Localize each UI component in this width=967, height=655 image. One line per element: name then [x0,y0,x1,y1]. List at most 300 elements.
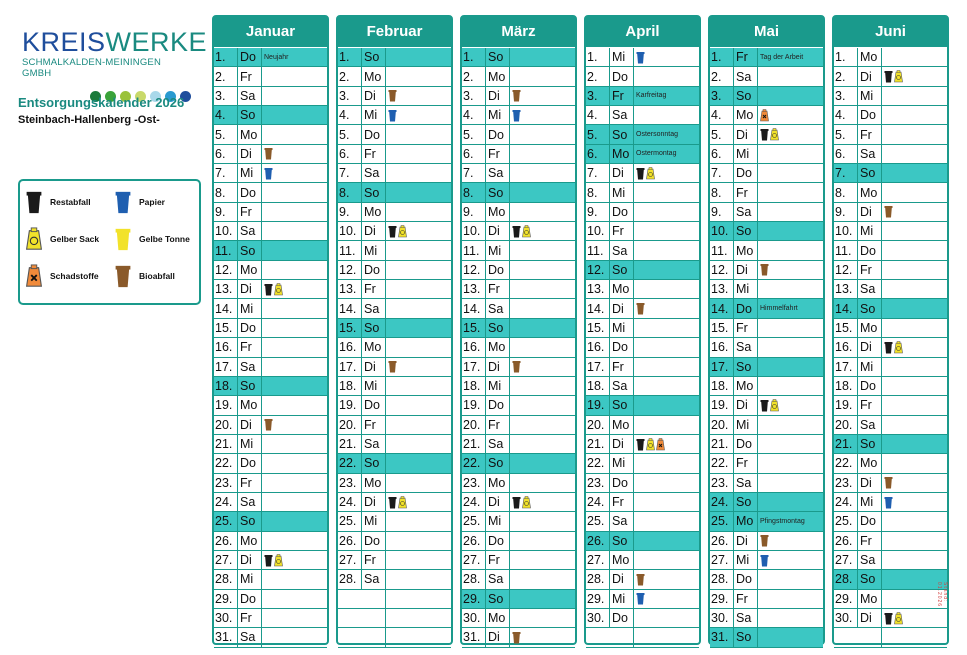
day-number: 11. [339,243,356,258]
day-events [261,435,327,453]
day-row [834,145,947,164]
weekday: So [609,396,633,414]
day-events [509,183,575,201]
day-number: 19. [339,398,357,413]
day-row [710,145,823,164]
black-bin-icon [512,225,522,238]
day-events [881,261,947,279]
day-row [338,628,451,647]
legend-item [24,226,99,252]
day-number: 4. [463,108,474,123]
day-number: 1. [215,50,226,65]
day-number: 18. [711,379,729,394]
day-events [881,609,947,627]
day-events [881,358,947,376]
kreiswerke-logo [22,27,208,102]
day-row [586,261,699,280]
day-number: 23. [587,475,605,490]
brown-bin-icon [388,89,398,102]
day-number: 2. [215,69,226,84]
weekday: Di [361,493,385,511]
day-row [214,570,327,589]
day-events [261,87,327,105]
weekday: Mi [733,416,757,434]
day-number: 12. [587,262,605,277]
day-number: 18. [587,379,605,394]
day-number: 14. [463,301,481,316]
weekday: So [857,164,881,182]
day-events [633,628,699,646]
weekday: So [237,512,261,530]
day-number: 16. [215,340,233,355]
yellow-sack-icon [274,554,284,567]
day-events [385,532,451,550]
day-number: 3. [587,88,598,103]
weekday: Mo [237,396,261,414]
day-number: 14. [587,301,605,316]
day-row [462,358,575,377]
weekday: So [857,299,881,317]
day-row [462,203,575,222]
day-row [710,87,823,106]
day-row [462,377,575,396]
day-events [385,474,451,492]
day-row [586,125,699,144]
weekday: So [485,183,509,201]
day-number: 22. [215,456,233,471]
day-row [462,222,575,241]
blue-bin-icon [636,592,646,605]
weekday: Sa [361,435,385,453]
weekday: Sa [237,87,261,105]
weekday: Do [857,241,881,259]
weekday: Do [733,570,757,588]
day-row [214,48,327,67]
day-number: 24. [587,495,605,510]
weekday: Do [733,435,757,453]
day-events [881,377,947,395]
day-events [261,532,327,550]
day-events [385,48,451,66]
weekday: Di [733,125,757,143]
day-events [385,299,451,317]
day-row [214,222,327,241]
brown-bin-icon [760,534,770,547]
weekday: Sa [485,164,509,182]
day-number: 13. [711,282,729,297]
weekday: Fr [857,261,881,279]
day-events [757,241,823,259]
weekday: Fr [485,416,509,434]
day-number: 10. [835,224,853,239]
day-row [462,261,575,280]
day-events [385,435,451,453]
day-row [586,87,699,106]
day-row [338,609,451,628]
day-events [757,609,823,627]
day-events [881,125,947,143]
weekday: Sa [609,512,633,530]
day-row [214,493,327,512]
day-row [214,203,327,222]
weekday: Mi [857,222,881,240]
weekday: Fr [733,590,757,608]
legend-label: Gelber Sack [50,234,100,244]
day-events [757,106,823,124]
day-row [214,590,327,609]
day-row [586,474,699,493]
day-row [462,319,575,338]
day-number: 23. [339,475,357,490]
holiday-label: Pfingstmontag [760,517,805,525]
weekday: Sa [485,299,509,317]
weekday: Sa [733,67,757,85]
day-row [586,493,699,512]
weekday: So [361,48,385,66]
weekday: Do [733,164,757,182]
day-number: 24. [339,495,357,510]
day-number: 23. [215,475,233,490]
weekday: Mi [857,87,881,105]
day-number: 9. [215,204,226,219]
day-row [338,261,451,280]
hazardous-icon [760,109,770,122]
day-events [881,396,947,414]
weekday: Di [857,67,881,85]
day-number: 7. [215,166,226,181]
weekday: Do [237,319,261,337]
weekday: Di [485,628,509,646]
day-events [633,261,699,279]
day-number: 26. [835,533,853,548]
blue-bin-icon [636,51,646,64]
day-row [834,570,947,589]
day-number: 24. [835,495,853,510]
day-row [338,377,451,396]
brown-bin-icon [636,302,646,315]
weekday: Fr [237,203,261,221]
day-number: 22. [711,456,729,471]
weekday: Mi [485,106,509,124]
day-events [509,454,575,472]
brown-bin-icon [264,418,274,431]
day-number: 25. [463,514,481,529]
weekday: So [733,493,757,511]
day-number: 25. [215,514,233,529]
day-events [757,628,823,646]
day-number: 13. [835,282,853,297]
weekday: Mo [361,474,385,492]
legend-label: Papier [139,197,165,207]
day-number: 4. [587,108,598,123]
day-events [261,241,327,259]
day-events [385,628,451,646]
day-events [385,493,451,511]
day-events [633,512,699,530]
day-number: 9. [339,204,350,219]
day-row [214,145,327,164]
day-number: 21. [215,437,233,452]
day-number: 19. [711,398,729,413]
weekday: Sa [733,609,757,627]
weekday: Fr [609,87,633,105]
day-events [509,358,575,376]
weekday: Mo [609,416,633,434]
day-row [214,67,327,86]
day-events [881,532,947,550]
day-row [586,358,699,377]
weekday: Mo [485,67,509,85]
weekday: Do [485,396,509,414]
weekday: Mo [361,338,385,356]
brown-bin-icon [512,360,522,373]
day-number: 24. [711,495,729,510]
brown-bin-icon [760,263,770,276]
weekday: Sa [857,280,881,298]
day-number: 6. [835,146,846,161]
month-januar [212,15,329,645]
weekday: Fr [237,474,261,492]
day-events [509,125,575,143]
weekday: Fr [361,280,385,298]
day-number: 15. [339,320,357,335]
day-number: 22. [587,456,605,471]
day-row [214,628,327,647]
day-row [214,183,327,202]
weekday: Sa [485,570,509,588]
day-events [757,319,823,337]
day-number: 8. [463,185,474,200]
weekday: Di [857,203,881,221]
day-row [338,280,451,299]
weekday: Mi [609,590,633,608]
weekday: Fr [609,358,633,376]
weekday: Mo [857,183,881,201]
day-number: 15. [215,320,233,335]
day-events [261,222,327,240]
day-number: 9. [587,204,598,219]
day-number: 7. [587,166,598,181]
day-events [261,338,327,356]
weekday: Fr [733,48,757,66]
weekday: Mi [485,512,509,530]
day-number: 3. [711,88,722,103]
holiday-label: Tag der Arbeit [760,53,804,61]
weekday: Mo [485,338,509,356]
yellow-sack-icon [522,225,532,238]
day-row [462,570,575,589]
day-events [509,338,575,356]
day-events [633,609,699,627]
day-row [834,222,947,241]
day-events [881,222,947,240]
day-number: 28. [215,572,233,587]
day-number: 2. [711,69,722,84]
day-row [338,474,451,493]
day-number: 8. [339,185,350,200]
month-juni [832,15,949,645]
weekday: Di [485,358,509,376]
day-number: 21. [587,437,605,452]
day-number: 12. [711,262,729,277]
day-events [509,280,575,298]
day-number: 31. [215,630,233,645]
day-row [214,377,327,396]
day-events [881,454,947,472]
day-row [710,299,823,318]
day-row [834,454,947,473]
weekday: So [733,222,757,240]
day-number: 26. [339,533,357,548]
day-events [757,203,823,221]
day-number: 7. [835,166,846,181]
legend-box [18,179,201,305]
black-bin-icon [388,496,398,509]
day-row [710,125,823,144]
day-events [757,454,823,472]
day-row [834,435,947,454]
day-events [633,67,699,85]
day-number: 7. [463,166,474,181]
day-row [214,551,327,570]
day-events [385,145,451,163]
blue-bin-icon [512,109,522,122]
day-events [881,280,947,298]
day-number: 8. [215,185,226,200]
day-events [757,48,823,66]
blue-bin-icon [884,496,894,509]
day-number: 25. [587,514,605,529]
weekday: Mo [857,319,881,337]
weekday: Mi [609,454,633,472]
weekday: Di [857,474,881,492]
day-number: 21. [339,437,357,452]
day-events [881,203,947,221]
day-events [633,454,699,472]
weekday: Di [237,280,261,298]
legend-item [24,263,99,289]
weekday: Fr [609,222,633,240]
day-row [834,261,947,280]
weekday: Di [609,435,633,453]
yellow-sack-icon [894,612,904,625]
weekday: Fr [857,396,881,414]
weekday: Mi [733,551,757,569]
weekday: Fr [733,183,757,201]
brown-bin-icon [512,631,522,644]
day-events [385,87,451,105]
day-events [757,261,823,279]
day-events [633,280,699,298]
day-number: 30. [835,611,853,626]
day-row [834,203,947,222]
weekday: Mo [609,280,633,298]
day-number: 12. [339,262,357,277]
day-row [834,416,947,435]
day-row [338,416,451,435]
day-events [385,570,451,588]
day-events [757,222,823,240]
day-events [881,474,947,492]
calendar-location: Steinbach-Hallenberg -Ost- [18,114,160,126]
day-number: 11. [587,243,604,258]
weekday: Di [733,532,757,550]
day-row [214,416,327,435]
day-number: 4. [215,108,226,123]
weekday: Do [857,377,881,395]
day-events [385,512,451,530]
day-row [710,416,823,435]
day-row [834,125,947,144]
day-row [834,377,947,396]
day-events [757,435,823,453]
day-row [462,164,575,183]
day-row [586,416,699,435]
day-row [214,435,327,454]
logo-subtitle: SCHMALKALDEN-MEININGEN GMBH [22,57,162,79]
day-number: 15. [587,320,605,335]
day-number: 18. [835,379,853,394]
weekday: Mo [361,203,385,221]
day-events [881,164,947,182]
weekday: Mo [733,106,757,124]
day-row [834,590,947,609]
day-events [385,358,451,376]
day-events [261,164,327,182]
day-events [385,67,451,85]
day-row [338,67,451,86]
yellow-sack-icon [770,128,780,141]
day-row [214,319,327,338]
day-number: 6. [587,146,598,161]
weekday: Fr [733,319,757,337]
day-events [633,358,699,376]
day-number: 28. [587,572,605,587]
day-number: 30. [215,611,233,626]
day-number: 14. [339,301,357,316]
day-events [261,261,327,279]
day-events [633,145,699,163]
black-bin-icon [760,399,770,412]
weekday: So [733,358,757,376]
day-events [385,125,451,143]
weekday: So [609,532,633,550]
day-number: 13. [339,282,357,297]
day-number: 28. [835,572,853,587]
day-events [509,493,575,511]
day-events [261,183,327,201]
day-events [385,454,451,472]
weekday: Do [485,532,509,550]
day-events [633,241,699,259]
weekday: So [237,241,261,259]
weekday: Fr [485,145,509,163]
day-events [633,493,699,511]
calendar-title: Entsorgungskalender 2026 [18,95,185,110]
day-number: 17. [463,359,481,374]
day-number: 25. [339,514,357,529]
day-events [509,551,575,569]
weekday: Fr [237,67,261,85]
day-row [710,222,823,241]
day-events [509,106,575,124]
day-row [338,512,451,531]
day-number: 3. [339,88,350,103]
day-number: 20. [463,417,481,432]
day-number: 27. [339,553,357,568]
day-number: 15. [835,320,853,335]
day-row [214,358,327,377]
